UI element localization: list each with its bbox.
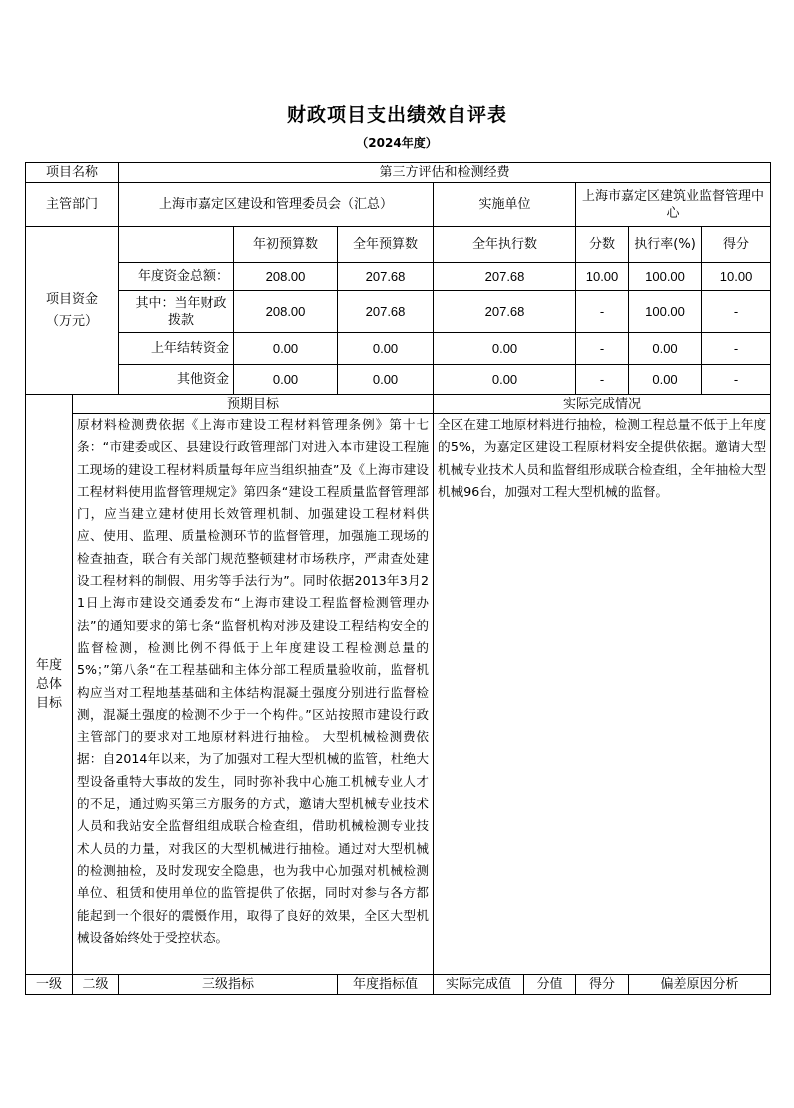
funds-header-col: 分数 bbox=[576, 227, 629, 263]
funds-row-label: 上年结转资金 bbox=[119, 333, 234, 365]
funds-cell: - bbox=[702, 291, 771, 333]
indicator-header-col bbox=[434, 975, 576, 995]
funds-row-label-text: 其中：当年财政拨款 bbox=[135, 295, 227, 328]
funds-cell: 207.68 bbox=[434, 291, 576, 333]
indicator-header-col: 得分 bbox=[576, 975, 629, 995]
funds-cell: 10.00 bbox=[702, 263, 771, 291]
funds-cell: - bbox=[576, 365, 629, 395]
funds-header-col: 年初预算数 bbox=[234, 227, 338, 263]
expected-header: 预期目标 bbox=[73, 395, 434, 414]
funds-cell: 0.00 bbox=[629, 333, 702, 365]
performance-table bbox=[25, 162, 771, 995]
indicator-header-col: 偏差原因分析 bbox=[629, 975, 771, 995]
funds-header-col: 全年执行数 bbox=[434, 227, 576, 263]
project-name-label: 项目名称 bbox=[26, 163, 119, 183]
indicator-header-row bbox=[26, 975, 771, 995]
funds-header-col: 执行率(%) bbox=[629, 227, 702, 263]
goals-content-row bbox=[26, 414, 771, 975]
funds-cell: 0.00 bbox=[338, 333, 434, 365]
funds-header-blank bbox=[119, 227, 234, 263]
goals-label bbox=[26, 395, 73, 975]
indicator-header-col: 分值 bbox=[536, 977, 563, 992]
funds-cell: 208.00 bbox=[234, 263, 338, 291]
funds-cell: 0.00 bbox=[234, 365, 338, 395]
funds-cell: - bbox=[702, 365, 771, 395]
funds-cell: - bbox=[576, 333, 629, 365]
funds-cell: - bbox=[702, 333, 771, 365]
dept-value: 上海市嘉定区建设和管理委员会（汇总） bbox=[119, 183, 434, 227]
indicator-header-col: 三级指标 bbox=[119, 975, 338, 995]
funds-cell: 100.00 bbox=[629, 291, 702, 333]
funds-cell: 207.68 bbox=[338, 291, 434, 333]
goals-header-row bbox=[26, 395, 771, 414]
indicator-header-col: 一级 bbox=[26, 975, 73, 995]
funds-header-col: 全年预算数 bbox=[338, 227, 434, 263]
actual-result-text: 全区在建工地原材料进行抽检，检测工程总量不低于上年度的5%，为嘉定区建设工程原材料安全提供依据。邀请大型机械专业技术人员和监督组形成联合检查组，全年抽检大型机械96台，加强对工程大型机械的监督。 bbox=[434, 414, 771, 975]
funds-cell: 208.00 bbox=[234, 291, 338, 333]
funds-header-row bbox=[26, 227, 771, 263]
funds-cell: - bbox=[576, 291, 629, 333]
funds-cell: 207.68 bbox=[434, 263, 576, 291]
funds-row bbox=[26, 291, 771, 333]
funds-row-label: 其他资金 bbox=[119, 365, 234, 395]
funds-row bbox=[26, 365, 771, 395]
funds-row-label: 年度资金总额： bbox=[119, 263, 234, 291]
funds-cell: 10.00 bbox=[576, 263, 629, 291]
funds-cell: 100.00 bbox=[629, 263, 702, 291]
dept-label: 主管部门 bbox=[26, 183, 119, 227]
funds-label-text: 项目资金 （万元） bbox=[46, 291, 99, 329]
funds-cell: 0.00 bbox=[629, 365, 702, 395]
indicator-header-col: 年度指标值 bbox=[338, 975, 434, 995]
funds-cell: 207.68 bbox=[338, 263, 434, 291]
expected-goal-text: 原材料检测费依据《上海市建设工程材料管理条例》第十七条：“市建委或区、县建设行政管理部门对进入本市建设工程施工现场的建设工程材料质量每年应当组织抽查”及《上海市建设工程材料使用监督管理规定》第四条“建设工程质量监督管理部门，应当建立建材使用长效管理机制、加强建设工程材料供应、使用、监理、质量检测环节的监督管理，加强施工现场的检查抽查，联合有关部门规范整顿建材市场秩序，严肃查处建设工程材料的制假、用劣等手法行为”。同时依据2013年3月21日上海市建设交通委发布“上海市建设工程监督检测管理办法”的通知要求的第七条“监督机构对涉及建设工程结构安全的监督检测，检测比例不得低于上年度建设工程检测总量的5%；”第八条“在工程基础和主体分部工程质量验收前，监督机构应当对工程地基基础和主体结构混凝土强度分别进行监督检测，混凝土强度的检测不少于一个构件。”区站按照市建设行政主管部门的要求对工地原材料进行抽检。 大型机械检测费依据：自2014年以来，为了加强对工程大型机械的监管，杜绝大型设备重特大事故的发生，同时弥补我中心施工机械专业人才的不足，通过购买第三方服务的方式，邀请大型机械专业技术人员和我站安全监督组组成联合检查组，借助机械检测专业技术人员的力量，对我区的大型机械进行抽检。通过对大型机械的检测抽检，及时发现安全隐患，也为我中心加强对机械检测单位、租赁和使用单位的监管提供了依据，同时对参与各方都能起到一个很好的震慑作用，取得了良好的效果，全区大型机械设备始终处于受控状态。 bbox=[73, 414, 434, 975]
goals-label-text: 年度 总体 目标 bbox=[35, 658, 62, 711]
project-name-value: 第三方评估和检测经费 bbox=[119, 163, 771, 183]
funds-label bbox=[26, 227, 119, 395]
department-row bbox=[26, 183, 771, 227]
actual-header: 实际完成情况 bbox=[434, 395, 771, 414]
impl-label: 实施单位 bbox=[434, 183, 576, 227]
funds-cell: 0.00 bbox=[234, 333, 338, 365]
funds-cell: 0.00 bbox=[338, 365, 434, 395]
indicator-header-col: 二级 bbox=[73, 975, 119, 995]
funds-row bbox=[26, 263, 771, 291]
funds-row bbox=[26, 333, 771, 365]
funds-cell: 0.00 bbox=[434, 333, 576, 365]
document-year: （2024年度） bbox=[356, 136, 438, 150]
funds-row-label bbox=[119, 291, 234, 333]
project-name-row bbox=[26, 163, 771, 183]
funds-cell: 0.00 bbox=[434, 365, 576, 395]
document-title: 财政项目支出绩效自评表 bbox=[286, 104, 507, 126]
funds-header-col: 得分 bbox=[702, 227, 771, 263]
indicator-header-col: 实际完成值 bbox=[434, 975, 524, 994]
impl-value: 上海市嘉定区建筑业监督管理中心 bbox=[576, 183, 771, 227]
